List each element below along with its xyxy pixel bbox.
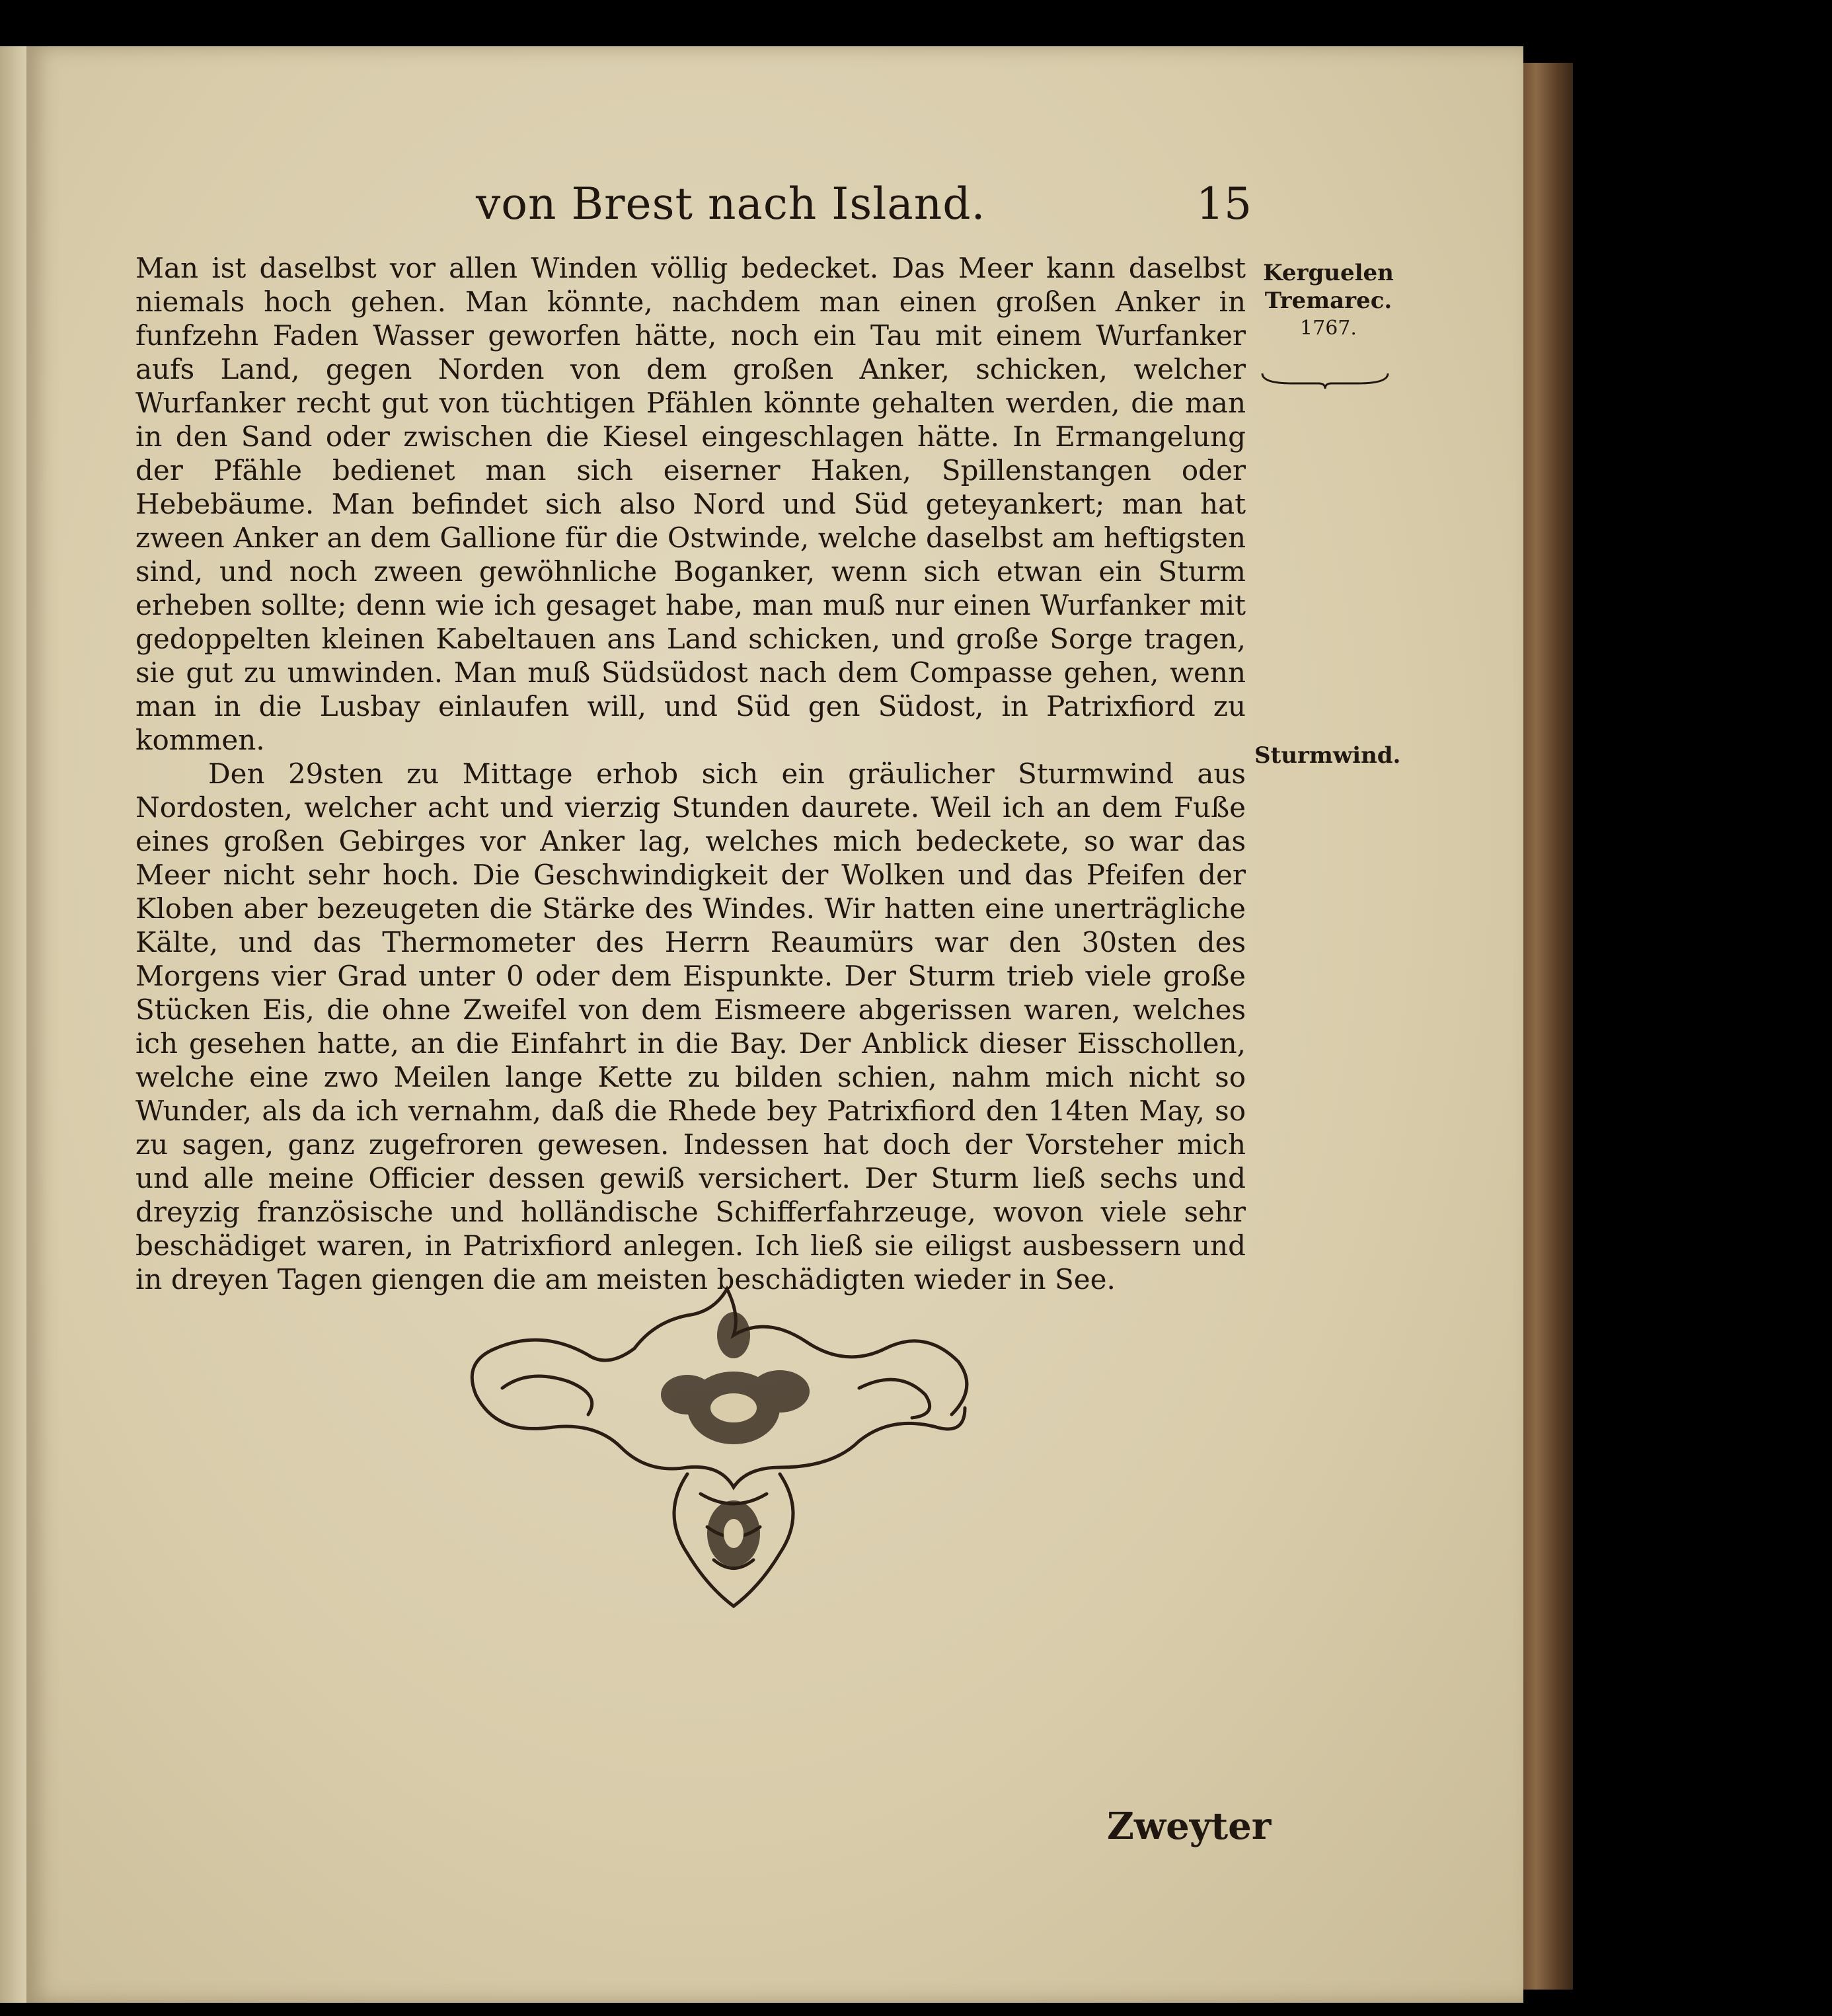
book-page	[26, 46, 1523, 2003]
paragraph: Man ist daselbst vor allen Winden völlig bedecket. Das Meer kann daselbst niemals hoch gehen. Man könnte, nachdem man einen großen Anker in funfzehn Faden Wasser geworfen hätte, noch ein Tau mit einem Wurfanker aufs Land, gegen Norden von dem großen Anker, schicken, welcher Wurfanker recht gut von tüchtigen Pfählen könnte gehalten werden, die man in den Sand oder zwischen die Kiesel eingeschlagen hätte. In Ermangelung der Pfähle bedienet man sich eiserner Haken, Spillenstangen oder Hebebäume. Man befindet sich also Nord und Süd geteyankert; man hat zween Anker an dem Gallione für die Ostwinde, welche daselbst am heftigsten sind, und noch zween gewöhnliche Boganker, wenn sich etwan ein Sturm erheben sollte; denn wie ich gesaget habe, man muß nur einen Wurfanker mit gedoppelten kleinen Kabeltauen ans Land schicken, und große Sorge tragen, sie gut zu umwinden. Man muß Südsüdost nach dem Compasse gehen, wenn man in die Lusbay einlaufen will, und Süd gen Südost, in Patrixfiord zu kommen.	[135, 252, 1246, 756]
brace-ornament	[1259, 370, 1391, 390]
margin-note-line: Kerguelen	[1263, 260, 1394, 286]
floral-vignette-ornament	[436, 1276, 1005, 1619]
paragraph: Den 29sten zu Mittage erhob sich ein gräulicher Sturmwind aus Nordosten, welcher acht und vierzig Stunden daurete. Weil ich an dem Fuße eines großen Gebirges vor Anker lag, welches mich bedeckete, so war das Meer nicht sehr hoch. Die Geschwindigkeit der Wolken und das Pfeifen der Kloben aber bezeugeten die Stärke des Windes. Wir hatten eine unerträgliche Kälte, und das Thermometer des Herrn Reaumürs war den 30sten des Morgens vier Grad unter 0 oder dem Eispunkte. Der Sturm trieb viele große Stücken Eis, die ohne Zweifel von dem Eismeere abgerissen waren, welches ich gesehen hatte, an die Einfahrt in die Bay. Der Anblick dieser Eisschollen, welche eine zwo Meilen lange Kette zu bilden schien, nahm mich nicht so Wunder, als da ich vernahm, daß die Rhede bey Patrixfiord den 14ten May, so zu sagen, ganz zugefroren gewesen. Indessen hat doch der Vorsteher mich und alle meine Officier dessen gewiß versichert. Der Sturm ließ sechs und dreyzig französische und holländische Schifferfahrzeuge, wovon viele sehr beschädiget waren, in Patrixfiord anlegen. Ich ließ sie eiligst ausbessern und in dreyen Tagen giengen die am meisten beschädigten wieder in See.	[135, 757, 1246, 1296]
margin-note-year: 1767.	[1300, 317, 1357, 340]
margin-note-line: Tremarec.	[1264, 288, 1393, 314]
catchword: Zweyter	[1107, 1804, 1272, 1848]
left-page-edge	[0, 46, 26, 2003]
body-text	[135, 251, 1246, 1296]
page-number: 15	[1196, 178, 1252, 229]
running-title: von Brest nach Island.	[476, 178, 986, 229]
margin-note-author	[1256, 259, 1401, 342]
margin-note-sturmwind: Sturmwind.	[1254, 742, 1401, 769]
book-fore-edge	[1520, 63, 1573, 1990]
